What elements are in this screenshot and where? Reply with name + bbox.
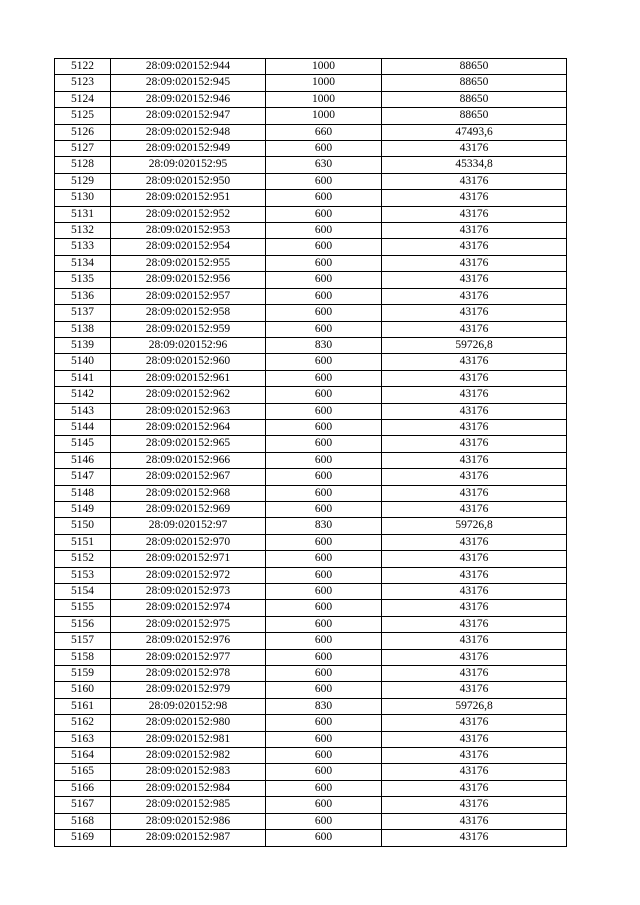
value-cell: 59726,8 bbox=[382, 698, 567, 714]
area-cell: 600 bbox=[266, 239, 382, 255]
value-cell: 43176 bbox=[382, 173, 567, 189]
cadastral-number-cell: 28:09:020152:975 bbox=[111, 616, 266, 632]
row-number-cell: 5151 bbox=[55, 534, 111, 550]
table-row bbox=[55, 255, 567, 271]
area-cell: 600 bbox=[266, 501, 382, 517]
value-cell: 43176 bbox=[382, 305, 567, 321]
value-cell: 43176 bbox=[382, 501, 567, 517]
area-cell: 600 bbox=[266, 403, 382, 419]
area-cell: 1000 bbox=[266, 59, 382, 75]
area-cell: 600 bbox=[266, 830, 382, 846]
area-cell: 600 bbox=[266, 666, 382, 682]
cadastral-number-cell: 28:09:020152:972 bbox=[111, 567, 266, 583]
cadastral-number-cell: 28:09:020152:977 bbox=[111, 649, 266, 665]
table-row bbox=[55, 518, 567, 534]
cadastral-number-cell: 28:09:020152:981 bbox=[111, 731, 266, 747]
row-number-cell: 5167 bbox=[55, 797, 111, 813]
cadastral-number-cell: 28:09:020152:950 bbox=[111, 173, 266, 189]
cadastral-number-cell: 28:09:020152:979 bbox=[111, 682, 266, 698]
row-number-cell: 5136 bbox=[55, 288, 111, 304]
table-row bbox=[55, 469, 567, 485]
cadastral-number-cell: 28:09:020152:96 bbox=[111, 337, 266, 353]
table-row bbox=[55, 797, 567, 813]
cadastral-number-cell: 28:09:020152:987 bbox=[111, 830, 266, 846]
table-row bbox=[55, 223, 567, 239]
area-cell: 600 bbox=[266, 173, 382, 189]
cadastral-number-cell: 28:09:020152:945 bbox=[111, 75, 266, 91]
value-cell: 43176 bbox=[382, 682, 567, 698]
area-cell: 830 bbox=[266, 518, 382, 534]
area-cell: 1000 bbox=[266, 91, 382, 107]
row-number-cell: 5143 bbox=[55, 403, 111, 419]
cadastral-number-cell: 28:09:020152:947 bbox=[111, 108, 266, 124]
row-number-cell: 5139 bbox=[55, 337, 111, 353]
table-row bbox=[55, 173, 567, 189]
area-cell: 600 bbox=[266, 616, 382, 632]
area-cell: 600 bbox=[266, 485, 382, 501]
cadastral-number-cell: 28:09:020152:962 bbox=[111, 387, 266, 403]
row-number-cell: 5127 bbox=[55, 141, 111, 157]
value-cell: 88650 bbox=[382, 108, 567, 124]
area-cell: 600 bbox=[266, 797, 382, 813]
table-row bbox=[55, 715, 567, 731]
value-cell: 43176 bbox=[382, 272, 567, 288]
row-number-cell: 5152 bbox=[55, 551, 111, 567]
area-cell: 600 bbox=[266, 288, 382, 304]
row-number-cell: 5156 bbox=[55, 616, 111, 632]
value-cell: 43176 bbox=[382, 748, 567, 764]
value-cell: 43176 bbox=[382, 551, 567, 567]
value-cell: 43176 bbox=[382, 190, 567, 206]
value-cell: 45334,8 bbox=[382, 157, 567, 173]
row-number-cell: 5134 bbox=[55, 255, 111, 271]
row-number-cell: 5144 bbox=[55, 419, 111, 435]
cadastral-number-cell: 28:09:020152:971 bbox=[111, 551, 266, 567]
row-number-cell: 5124 bbox=[55, 91, 111, 107]
cadastral-number-cell: 28:09:020152:946 bbox=[111, 91, 266, 107]
area-cell: 600 bbox=[266, 190, 382, 206]
cadastral-number-cell: 28:09:020152:951 bbox=[111, 190, 266, 206]
cadastral-number-cell: 28:09:020152:973 bbox=[111, 584, 266, 600]
table-row bbox=[55, 239, 567, 255]
row-number-cell: 5130 bbox=[55, 190, 111, 206]
table-row bbox=[55, 59, 567, 75]
cadastral-number-cell: 28:09:020152:964 bbox=[111, 419, 266, 435]
area-cell: 600 bbox=[266, 387, 382, 403]
value-cell: 43176 bbox=[382, 321, 567, 337]
table-row bbox=[55, 584, 567, 600]
table-row bbox=[55, 305, 567, 321]
cadastral-number-cell: 28:09:020152:986 bbox=[111, 813, 266, 829]
area-cell: 600 bbox=[266, 715, 382, 731]
row-number-cell: 5140 bbox=[55, 354, 111, 370]
row-number-cell: 5148 bbox=[55, 485, 111, 501]
row-number-cell: 5141 bbox=[55, 370, 111, 386]
cadastral-number-cell: 28:09:020152:966 bbox=[111, 452, 266, 468]
row-number-cell: 5142 bbox=[55, 387, 111, 403]
cadastral-number-cell: 28:09:020152:983 bbox=[111, 764, 266, 780]
table-row bbox=[55, 370, 567, 386]
table-row bbox=[55, 649, 567, 665]
table-row bbox=[55, 436, 567, 452]
value-cell: 43176 bbox=[382, 649, 567, 665]
area-cell: 600 bbox=[266, 764, 382, 780]
value-cell: 43176 bbox=[382, 485, 567, 501]
row-number-cell: 5158 bbox=[55, 649, 111, 665]
table-row bbox=[55, 633, 567, 649]
value-cell: 43176 bbox=[382, 141, 567, 157]
value-cell: 43176 bbox=[382, 370, 567, 386]
cadastral-number-cell: 28:09:020152:956 bbox=[111, 272, 266, 288]
value-cell: 43176 bbox=[382, 616, 567, 632]
row-number-cell: 5132 bbox=[55, 223, 111, 239]
table-row bbox=[55, 387, 567, 403]
area-cell: 1000 bbox=[266, 75, 382, 91]
table-row bbox=[55, 567, 567, 583]
cadastral-number-cell: 28:09:020152:978 bbox=[111, 666, 266, 682]
area-cell: 600 bbox=[266, 419, 382, 435]
value-cell: 43176 bbox=[382, 633, 567, 649]
value-cell: 43176 bbox=[382, 288, 567, 304]
value-cell: 59726,8 bbox=[382, 337, 567, 353]
row-number-cell: 5166 bbox=[55, 780, 111, 796]
cadastral-number-cell: 28:09:020152:984 bbox=[111, 780, 266, 796]
cadastral-number-cell: 28:09:020152:954 bbox=[111, 239, 266, 255]
row-number-cell: 5138 bbox=[55, 321, 111, 337]
area-cell: 660 bbox=[266, 124, 382, 140]
value-cell: 43176 bbox=[382, 354, 567, 370]
value-cell: 59726,8 bbox=[382, 518, 567, 534]
area-cell: 630 bbox=[266, 157, 382, 173]
table-row bbox=[55, 337, 567, 353]
table-row bbox=[55, 534, 567, 550]
cadastral-number-cell: 28:09:020152:967 bbox=[111, 469, 266, 485]
cadastral-number-cell: 28:09:020152:959 bbox=[111, 321, 266, 337]
area-cell: 600 bbox=[266, 682, 382, 698]
row-number-cell: 5147 bbox=[55, 469, 111, 485]
table-row bbox=[55, 748, 567, 764]
cadastral-number-cell: 28:09:020152:944 bbox=[111, 59, 266, 75]
row-number-cell: 5129 bbox=[55, 173, 111, 189]
area-cell: 600 bbox=[266, 436, 382, 452]
row-number-cell: 5146 bbox=[55, 452, 111, 468]
table-row bbox=[55, 321, 567, 337]
area-cell: 600 bbox=[266, 748, 382, 764]
cadastral-number-cell: 28:09:020152:97 bbox=[111, 518, 266, 534]
row-number-cell: 5123 bbox=[55, 75, 111, 91]
area-cell: 600 bbox=[266, 584, 382, 600]
value-cell: 43176 bbox=[382, 469, 567, 485]
area-cell: 600 bbox=[266, 305, 382, 321]
area-cell: 600 bbox=[266, 223, 382, 239]
cadastral-number-cell: 28:09:020152:98 bbox=[111, 698, 266, 714]
row-number-cell: 5137 bbox=[55, 305, 111, 321]
table-row bbox=[55, 780, 567, 796]
area-cell: 600 bbox=[266, 551, 382, 567]
table-row bbox=[55, 419, 567, 435]
row-number-cell: 5131 bbox=[55, 206, 111, 222]
row-number-cell: 5155 bbox=[55, 600, 111, 616]
cadastral-number-cell: 28:09:020152:958 bbox=[111, 305, 266, 321]
area-cell: 600 bbox=[266, 633, 382, 649]
area-cell: 600 bbox=[266, 255, 382, 271]
row-number-cell: 5161 bbox=[55, 698, 111, 714]
cadastral-number-cell: 28:09:020152:960 bbox=[111, 354, 266, 370]
row-number-cell: 5126 bbox=[55, 124, 111, 140]
table-row bbox=[55, 206, 567, 222]
row-number-cell: 5160 bbox=[55, 682, 111, 698]
area-cell: 600 bbox=[266, 370, 382, 386]
table-row bbox=[55, 452, 567, 468]
table-row bbox=[55, 108, 567, 124]
table-row bbox=[55, 403, 567, 419]
cadastral-number-cell: 28:09:020152:982 bbox=[111, 748, 266, 764]
cadastral-number-cell: 28:09:020152:955 bbox=[111, 255, 266, 271]
cadastral-table bbox=[54, 58, 567, 847]
value-cell: 43176 bbox=[382, 780, 567, 796]
row-number-cell: 5159 bbox=[55, 666, 111, 682]
value-cell: 43176 bbox=[382, 419, 567, 435]
cadastral-number-cell: 28:09:020152:965 bbox=[111, 436, 266, 452]
cadastral-number-cell: 28:09:020152:980 bbox=[111, 715, 266, 731]
value-cell: 43176 bbox=[382, 436, 567, 452]
row-number-cell: 5153 bbox=[55, 567, 111, 583]
row-number-cell: 5168 bbox=[55, 813, 111, 829]
area-cell: 600 bbox=[266, 567, 382, 583]
table-row bbox=[55, 75, 567, 91]
row-number-cell: 5169 bbox=[55, 830, 111, 846]
value-cell: 47493,6 bbox=[382, 124, 567, 140]
table-row bbox=[55, 288, 567, 304]
area-cell: 600 bbox=[266, 354, 382, 370]
table-row bbox=[55, 682, 567, 698]
area-cell: 600 bbox=[266, 452, 382, 468]
table-row bbox=[55, 830, 567, 846]
area-cell: 600 bbox=[266, 649, 382, 665]
cadastral-number-cell: 28:09:020152:948 bbox=[111, 124, 266, 140]
row-number-cell: 5165 bbox=[55, 764, 111, 780]
cadastral-number-cell: 28:09:020152:976 bbox=[111, 633, 266, 649]
cadastral-number-cell: 28:09:020152:95 bbox=[111, 157, 266, 173]
row-number-cell: 5133 bbox=[55, 239, 111, 255]
cadastral-number-cell: 28:09:020152:969 bbox=[111, 501, 266, 517]
row-number-cell: 5122 bbox=[55, 59, 111, 75]
table-row bbox=[55, 764, 567, 780]
row-number-cell: 5154 bbox=[55, 584, 111, 600]
value-cell: 43176 bbox=[382, 731, 567, 747]
value-cell: 88650 bbox=[382, 59, 567, 75]
value-cell: 43176 bbox=[382, 206, 567, 222]
value-cell: 43176 bbox=[382, 830, 567, 846]
row-number-cell: 5157 bbox=[55, 633, 111, 649]
table-row bbox=[55, 157, 567, 173]
value-cell: 43176 bbox=[382, 584, 567, 600]
area-cell: 600 bbox=[266, 469, 382, 485]
value-cell: 43176 bbox=[382, 452, 567, 468]
value-cell: 43176 bbox=[382, 666, 567, 682]
row-number-cell: 5162 bbox=[55, 715, 111, 731]
area-cell: 600 bbox=[266, 272, 382, 288]
value-cell: 43176 bbox=[382, 797, 567, 813]
value-cell: 43176 bbox=[382, 715, 567, 731]
cadastral-number-cell: 28:09:020152:985 bbox=[111, 797, 266, 813]
row-number-cell: 5125 bbox=[55, 108, 111, 124]
table-row bbox=[55, 551, 567, 567]
row-number-cell: 5135 bbox=[55, 272, 111, 288]
area-cell: 600 bbox=[266, 813, 382, 829]
table-row bbox=[55, 124, 567, 140]
table-row bbox=[55, 354, 567, 370]
table-row bbox=[55, 141, 567, 157]
area-cell: 1000 bbox=[266, 108, 382, 124]
area-cell: 600 bbox=[266, 206, 382, 222]
area-cell: 830 bbox=[266, 337, 382, 353]
row-number-cell: 5164 bbox=[55, 748, 111, 764]
cadastral-number-cell: 28:09:020152:968 bbox=[111, 485, 266, 501]
table-row bbox=[55, 731, 567, 747]
area-cell: 600 bbox=[266, 534, 382, 550]
cadastral-number-cell: 28:09:020152:949 bbox=[111, 141, 266, 157]
area-cell: 830 bbox=[266, 698, 382, 714]
area-cell: 600 bbox=[266, 321, 382, 337]
value-cell: 88650 bbox=[382, 75, 567, 91]
value-cell: 43176 bbox=[382, 403, 567, 419]
cadastral-number-cell: 28:09:020152:953 bbox=[111, 223, 266, 239]
cadastral-number-cell: 28:09:020152:970 bbox=[111, 534, 266, 550]
table-row bbox=[55, 813, 567, 829]
value-cell: 43176 bbox=[382, 223, 567, 239]
table-row bbox=[55, 616, 567, 632]
row-number-cell: 5149 bbox=[55, 501, 111, 517]
cadastral-number-cell: 28:09:020152:961 bbox=[111, 370, 266, 386]
table-row bbox=[55, 91, 567, 107]
row-number-cell: 5150 bbox=[55, 518, 111, 534]
cadastral-number-cell: 28:09:020152:957 bbox=[111, 288, 266, 304]
table-row bbox=[55, 698, 567, 714]
value-cell: 43176 bbox=[382, 534, 567, 550]
table-row bbox=[55, 485, 567, 501]
value-cell: 43176 bbox=[382, 567, 567, 583]
table-row bbox=[55, 272, 567, 288]
value-cell: 43176 bbox=[382, 600, 567, 616]
value-cell: 43176 bbox=[382, 255, 567, 271]
row-number-cell: 5145 bbox=[55, 436, 111, 452]
table-body bbox=[55, 59, 567, 847]
table-row bbox=[55, 600, 567, 616]
value-cell: 43176 bbox=[382, 387, 567, 403]
table-row bbox=[55, 501, 567, 517]
cadastral-number-cell: 28:09:020152:974 bbox=[111, 600, 266, 616]
row-number-cell: 5163 bbox=[55, 731, 111, 747]
table-row bbox=[55, 666, 567, 682]
row-number-cell: 5128 bbox=[55, 157, 111, 173]
table-row bbox=[55, 190, 567, 206]
cadastral-number-cell: 28:09:020152:963 bbox=[111, 403, 266, 419]
value-cell: 43176 bbox=[382, 239, 567, 255]
area-cell: 600 bbox=[266, 141, 382, 157]
area-cell: 600 bbox=[266, 780, 382, 796]
area-cell: 600 bbox=[266, 731, 382, 747]
value-cell: 88650 bbox=[382, 91, 567, 107]
cadastral-number-cell: 28:09:020152:952 bbox=[111, 206, 266, 222]
value-cell: 43176 bbox=[382, 764, 567, 780]
area-cell: 600 bbox=[266, 600, 382, 616]
value-cell: 43176 bbox=[382, 813, 567, 829]
